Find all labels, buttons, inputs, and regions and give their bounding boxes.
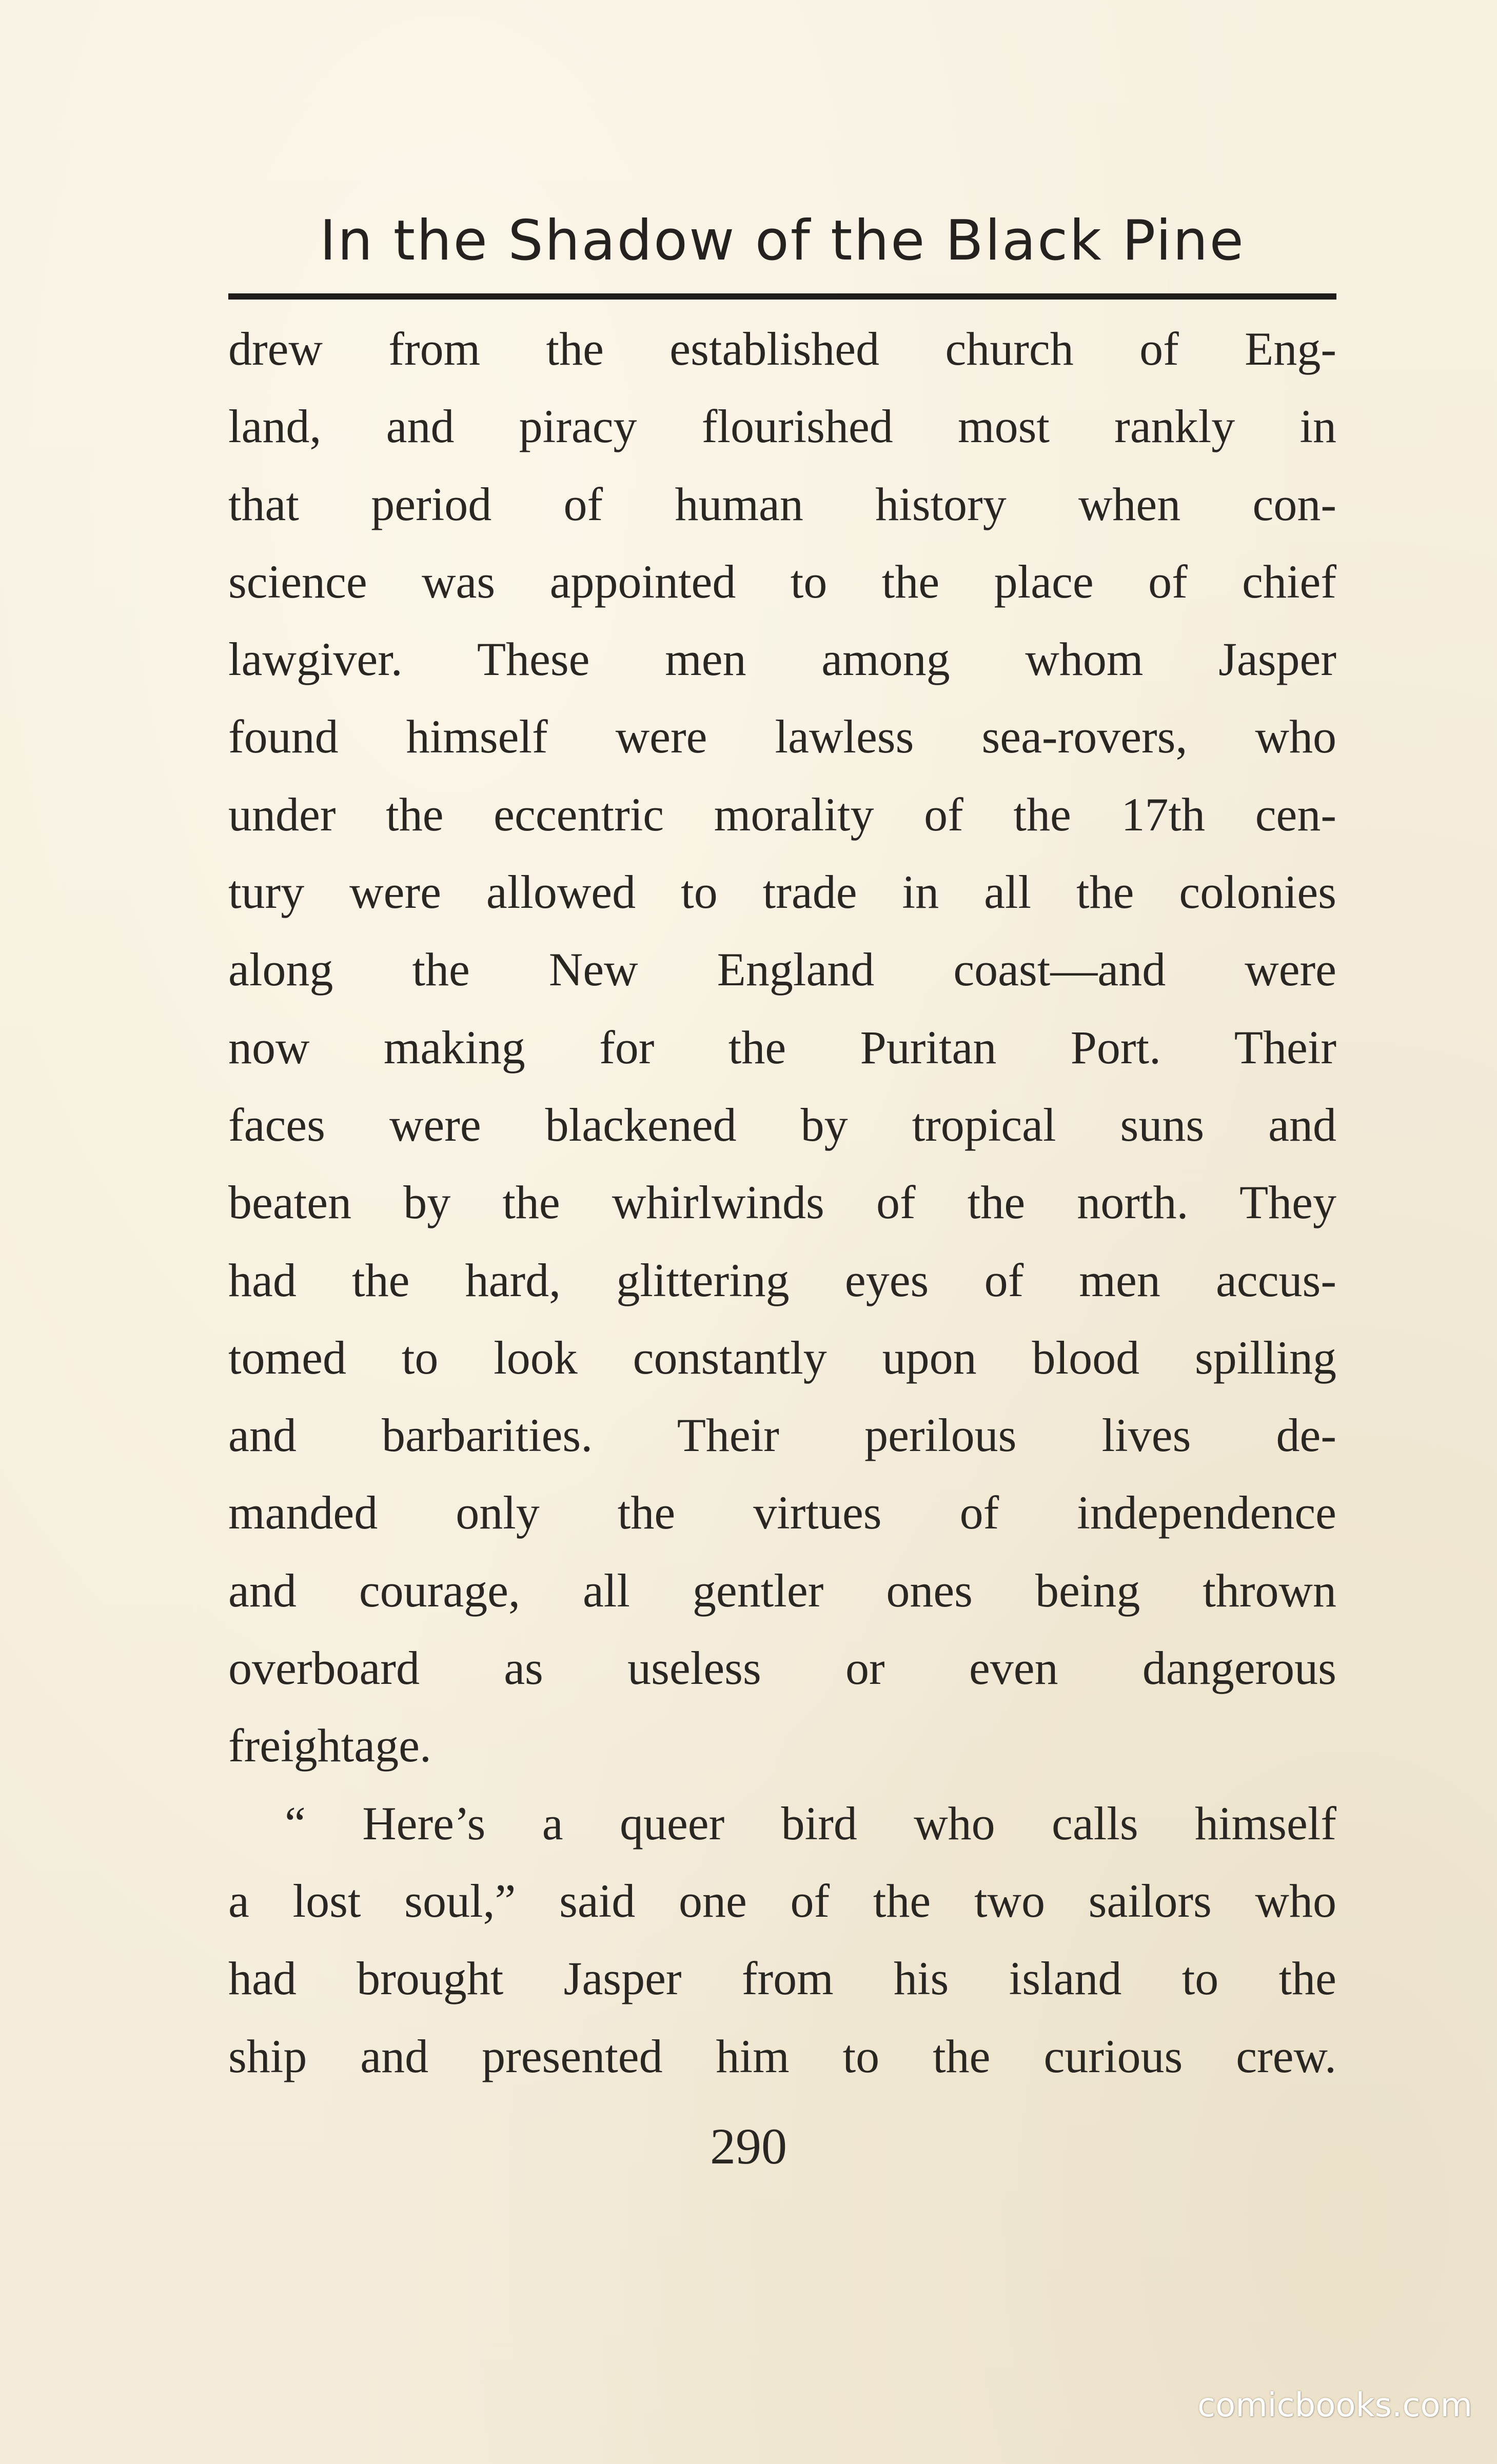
text-line: land, and piracy flourished most rankly in bbox=[228, 400, 1336, 453]
text-line: faces were blackened by tropical suns and bbox=[228, 1098, 1336, 1151]
text-line: tomed to look constantly upon blood spilling bbox=[228, 1331, 1336, 1384]
text-line: overboard as useless or even dangerous bbox=[228, 1642, 1336, 1695]
text-line: lawgiver. These men among whom Jasper bbox=[228, 633, 1336, 686]
text-line: that period of human history when con- bbox=[228, 478, 1336, 530]
text-line: science was appointed to the place of chief bbox=[228, 555, 1336, 608]
text-line: found himself were lawless sea-rovers, who bbox=[228, 710, 1336, 763]
text-line: beaten by the whirlwinds of the north. They bbox=[228, 1176, 1336, 1229]
text-line: and courage, all gentler ones being thrown bbox=[228, 1564, 1336, 1617]
page-number: 290 bbox=[710, 2118, 787, 2175]
text-line: tury were allowed to trade in all the colonies bbox=[228, 866, 1336, 919]
header-rule bbox=[228, 293, 1336, 300]
watermark: comicbooks.com bbox=[1197, 2387, 1472, 2425]
text-line: a lost soul,” said one of the two sailors who bbox=[228, 1874, 1336, 1927]
paragraph-2 bbox=[228, 1785, 1336, 2095]
body-text bbox=[228, 310, 1336, 2095]
text-line: along the New England coast—and were bbox=[228, 943, 1336, 996]
text-line: drew from the established church of Eng- bbox=[228, 323, 1336, 375]
running-head: In the Shadow of the Black Pine bbox=[320, 209, 1245, 273]
text-line: had brought Jasper from his island to the bbox=[228, 1952, 1336, 2005]
text-line: and barbarities. Their perilous lives de- bbox=[228, 1409, 1336, 1462]
paragraph-1 bbox=[228, 310, 1336, 1785]
text-line: “ Here’s a queer bird who calls himself bbox=[285, 1797, 1336, 1850]
text-line: had the hard, glittering eyes of men accus- bbox=[228, 1254, 1336, 1306]
text-line: under the eccentric morality of the 17th cen- bbox=[228, 788, 1336, 841]
text-line: ship and presented him to the curious crew. bbox=[228, 2030, 1336, 2082]
text-line: now making for the Puritan Port. Their bbox=[228, 1021, 1336, 1074]
text-line: freightage. bbox=[228, 1719, 431, 1772]
text-line: manded only the virtues of independence bbox=[228, 1486, 1336, 1539]
